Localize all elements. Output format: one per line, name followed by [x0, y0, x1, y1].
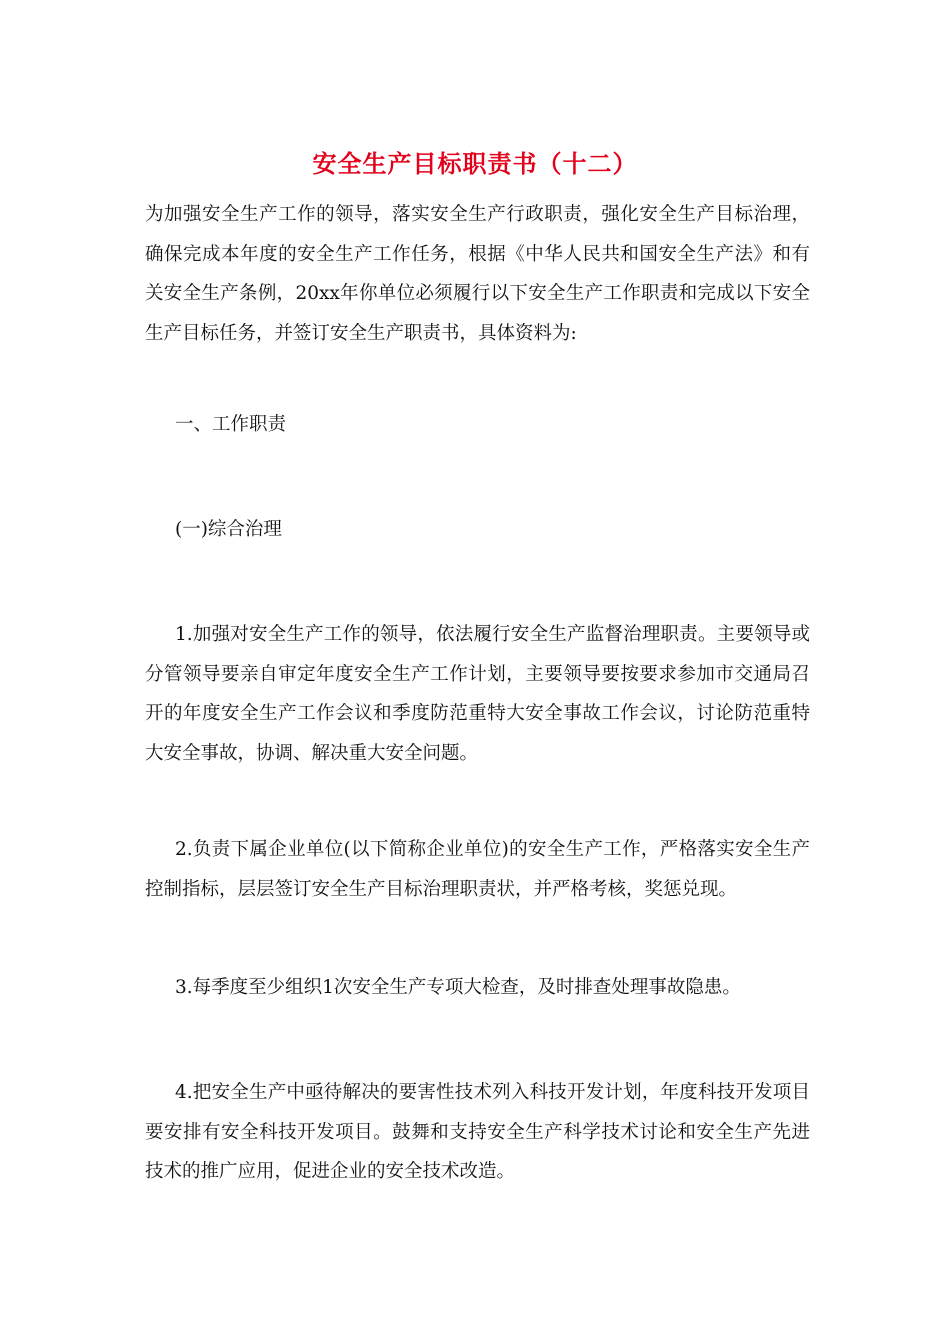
- section-heading: 一、工作职责: [175, 414, 287, 435]
- intro-paragraph: 为加强安全生产工作的领导，落实安全生产行政职责，强化安全生产目标治理，确保完成本年度的安全生产工作任务，根据《中华人民共和国安全生产法》和有关安全生产条例，20xx年你单位必须履行以下安全生产工作职责和完成以下安全生产目标任务，并签订安全生产职责书，具体资料为:: [145, 204, 810, 344]
- subsection-heading: (一)综合治理: [175, 519, 282, 540]
- list-item: 1.加强对安全生产工作的领导，依法履行安全生产监督治理职责。主要领导或分管领导要亲自审定年度安全生产工作计划，主要领导要按要求参加市交通局召开的年度安全生产工作会议和季度防范重特大安全事故工作会议，讨论防范重特大安全事故，协调、解决重大安全问题。: [145, 624, 810, 764]
- list-item: 2.负责下属企业单位(以下简称企业单位)的安全生产工作，严格落实安全生产控制指标，层层签订安全生产目标治理职责状，并严格考核，奖惩兑现。: [145, 839, 810, 900]
- list-item: 4.把安全生产中亟待解决的要害性技术列入科技开发计划，年度科技开发项目要安排有安全科技开发项目。鼓舞和支持安全生产科学技术讨论和安全生产先进技术的推广应用，促进企业的安全技术改造。: [145, 1082, 810, 1182]
- document-title: 安全生产目标职责书（十二）: [312, 149, 638, 178]
- list-item: 3.每季度至少组织1次安全生产专项大检查，及时排查处理事故隐患。: [175, 977, 741, 998]
